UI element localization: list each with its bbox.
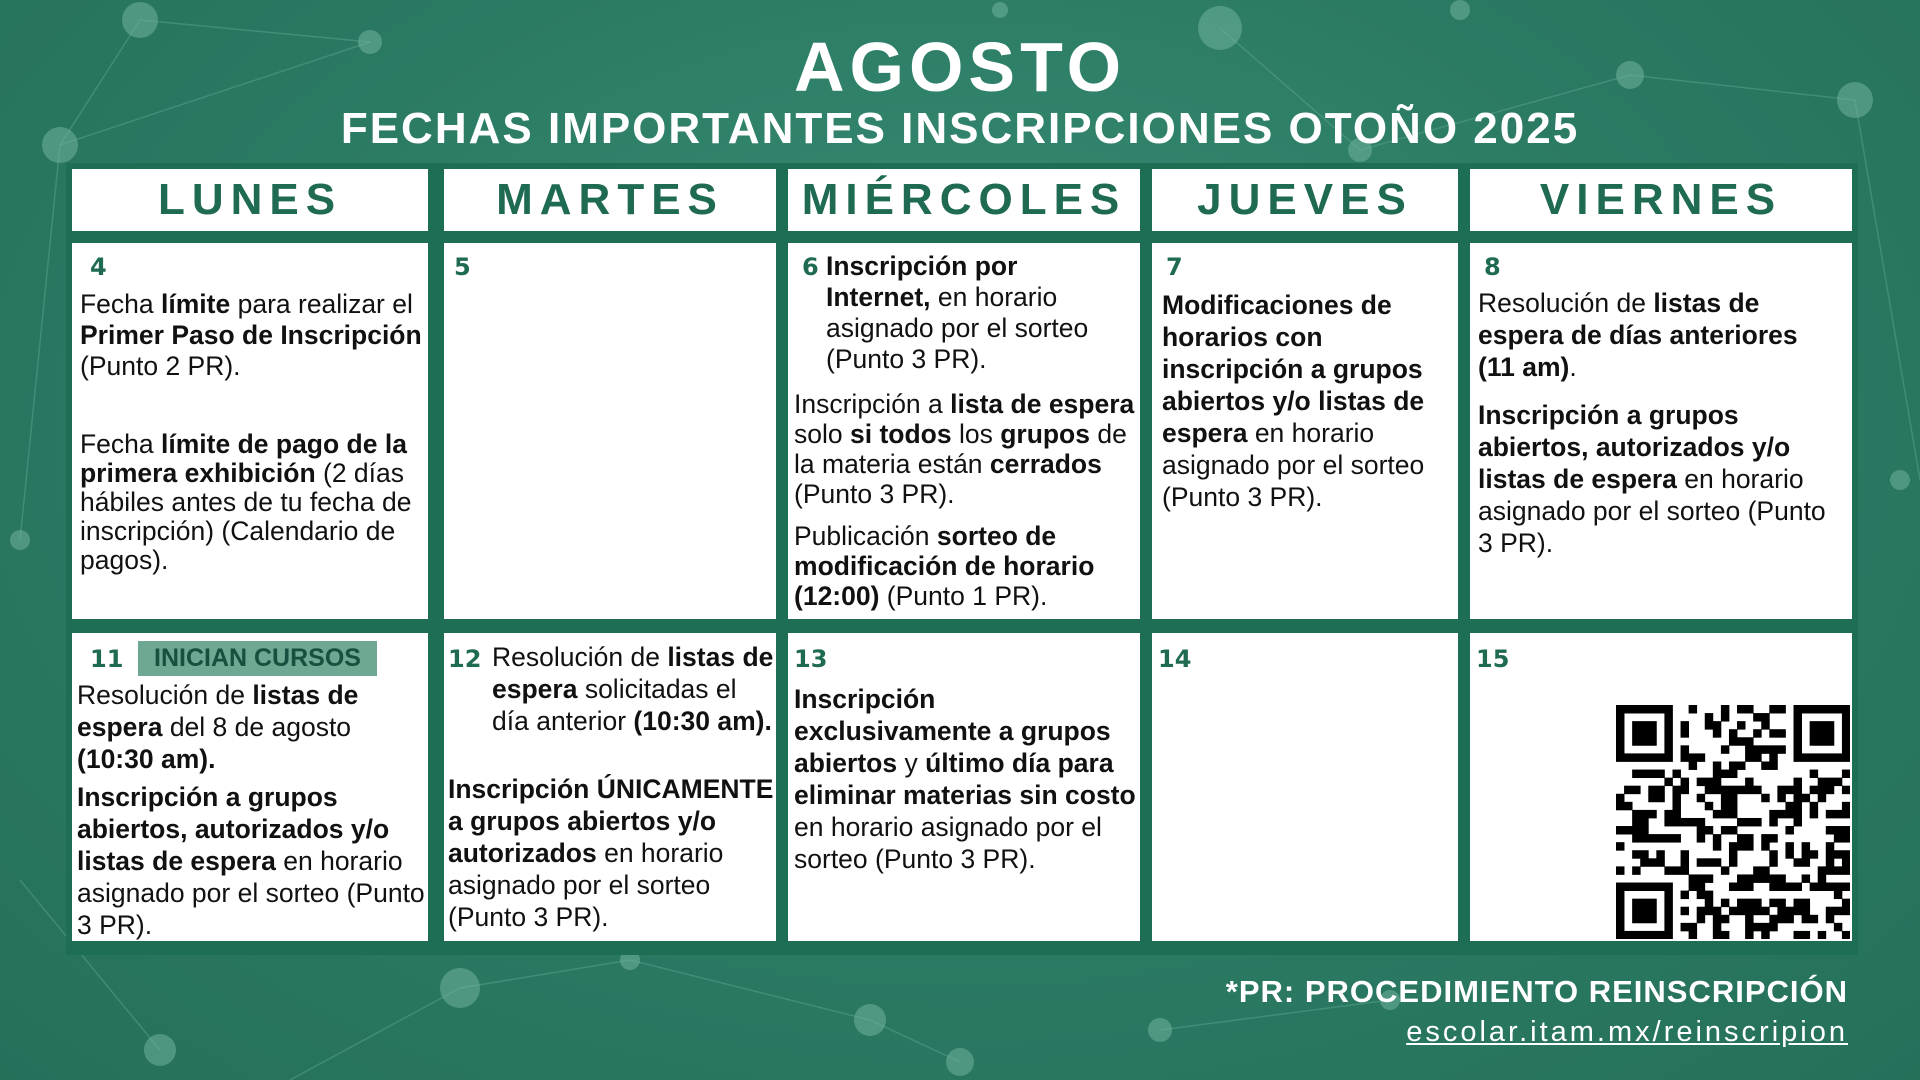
text-segment: del 8 de agosto	[162, 712, 352, 742]
day-cell-7	[1152, 243, 1458, 619]
text-segment: solo	[794, 419, 850, 449]
day-cell-14	[1152, 633, 1458, 941]
bold-text: Inscripción a grupos abiertos, autorizados y/o listas de espera	[77, 782, 390, 876]
text-segment: y	[897, 748, 926, 778]
event-text	[794, 683, 1138, 875]
bold-text: último día para eliminar materias sin costo	[794, 748, 1136, 810]
day-events	[1478, 287, 1838, 571]
event-text	[826, 251, 1126, 375]
qr-code[interactable]	[1616, 705, 1850, 939]
day-number: 8	[1484, 253, 1501, 281]
bold-text: Inscripción a grupos abiertos, autorizados y/o listas de espera	[1478, 400, 1791, 494]
bold-text: (10:30 am).	[633, 706, 772, 736]
day-cell-12	[444, 633, 776, 941]
text-segment: en horario asignado por el sorteo (Punto 3 PR).	[826, 282, 1089, 374]
bold-text: Inscripción ÚNICAMENTE a grupos abiertos y/o autorizados	[448, 774, 774, 868]
text-segment: solicitadas el día anterior	[492, 674, 737, 736]
bold-text: listas de espera	[492, 642, 774, 704]
day-cell-5	[444, 243, 776, 619]
text-segment: en horario asignado por el sorteo (Punto 3 PR).	[77, 846, 425, 940]
text-segment: (2 días hábiles antes de tu fecha de inscripción) (Calendario de pagos).	[80, 458, 412, 575]
reinscription-link[interactable]: escolar.itam.mx/reinscripion	[1406, 1016, 1848, 1048]
header	[0, 30, 1920, 154]
text-segment: (Punto 3 PR).	[794, 479, 955, 509]
day-cell-8	[1470, 243, 1852, 619]
event-text	[492, 641, 774, 737]
text-segment: Resolución de	[492, 642, 668, 672]
text-segment: Publicación	[794, 521, 937, 551]
day-cell-11	[72, 633, 428, 941]
event-text	[794, 521, 1136, 611]
day-number: 14	[1158, 645, 1192, 673]
event-text	[77, 781, 425, 941]
calendar-grid	[66, 163, 1858, 955]
bold-text: sorteo de modificación de horario (12:00)	[794, 521, 1095, 611]
day-cell-15	[1470, 633, 1852, 941]
day-number: 13	[794, 645, 828, 673]
event-text	[1478, 399, 1838, 559]
day-number: 15	[1476, 645, 1510, 673]
text-segment: de la materia están	[794, 419, 1127, 479]
bold-text: si todos	[849, 419, 952, 449]
bold-text: Inscripción exclusivamente a grupos abiertos	[794, 684, 1111, 778]
day-events-more	[448, 773, 774, 945]
page-subtitle: FECHAS IMPORTANTES INSCRIPCIONES OTOÑO 2025	[340, 104, 1580, 153]
day-cell-6	[788, 243, 1140, 619]
day-events	[1162, 289, 1454, 525]
text-segment: para realizar el	[230, 289, 413, 319]
bold-text: cerrados	[989, 449, 1102, 479]
weekday-header-tuesday: MARTES	[444, 169, 776, 231]
weekday-header-monday: LUNES	[72, 169, 428, 231]
bold-text: Primer Paso de Inscripción	[80, 320, 422, 350]
start-of-classes-badge: INICIAN CURSOS	[138, 641, 377, 676]
event-text	[80, 289, 426, 382]
page-title: AGOSTO	[793, 28, 1127, 106]
text-segment: en horario asignado por el sorteo (Punto 3 PR).	[1162, 418, 1425, 512]
day-cell-4	[72, 243, 428, 619]
event-text	[1162, 289, 1454, 513]
event-text	[448, 773, 774, 933]
text-segment: .	[1569, 352, 1577, 382]
event-text	[80, 430, 426, 575]
event-text	[1478, 287, 1838, 383]
bold-text: límite	[161, 289, 231, 319]
bold-text: Modificaciones de horarios con inscripción a grupos abiertos y/o listas de espera	[1162, 290, 1425, 448]
bold-text: Inscripción por Internet,	[826, 251, 1018, 312]
text-segment: en horario asignado por el sorteo (Punto 3 PR).	[1478, 464, 1826, 558]
text-segment: Resolución de	[77, 680, 253, 710]
day-events	[80, 289, 426, 587]
day-cell-13	[788, 633, 1140, 941]
bold-text: límite de pago de la primera exhibición	[80, 429, 407, 488]
text-segment: Fecha	[80, 429, 162, 459]
bold-text: lista de espera	[950, 389, 1135, 419]
weekday-header-thursday: JUEVES	[1152, 169, 1458, 231]
text-segment: en horario asignado por el sorteo (Punto 3 PR).	[448, 838, 724, 932]
day-events-more	[794, 389, 1136, 623]
text-segment: Resolución de	[1478, 288, 1654, 318]
weekday-header-wednesday: MIÉRCOLES	[788, 169, 1140, 231]
day-events	[77, 679, 425, 953]
text-segment: en horario asignado por el sorteo (Punto 3 PR).	[794, 812, 1102, 874]
day-number: 4	[90, 253, 107, 281]
pr-footnote: *PR: PROCEDIMIENTO REINSCRIPCIÓN	[1225, 974, 1848, 1009]
day-events	[826, 251, 1126, 387]
day-number: 5	[454, 253, 471, 281]
event-text	[794, 389, 1136, 509]
footer	[1226, 974, 1848, 1049]
text-segment: (Punto 2 PR).	[80, 351, 241, 381]
bold-text: listas de espera	[77, 680, 359, 742]
text-segment: Inscripción a	[794, 389, 951, 419]
text-segment: los	[951, 419, 1001, 449]
bold-text: (10:30 am).	[77, 744, 216, 774]
day-number: 7	[1166, 253, 1183, 281]
day-number: 6	[802, 253, 819, 281]
text-segment: Fecha	[80, 289, 162, 319]
weekday-header-friday: VIERNES	[1470, 169, 1852, 231]
day-events	[492, 641, 774, 749]
bold-text: listas de espera de días anteriores (11 am)	[1478, 288, 1798, 382]
event-text	[77, 679, 425, 775]
bold-text: grupos	[1000, 419, 1090, 449]
day-number: 12	[448, 645, 482, 673]
day-number: 11	[90, 645, 124, 673]
day-events	[794, 683, 1138, 887]
text-segment: (Punto 1 PR).	[879, 581, 1048, 611]
